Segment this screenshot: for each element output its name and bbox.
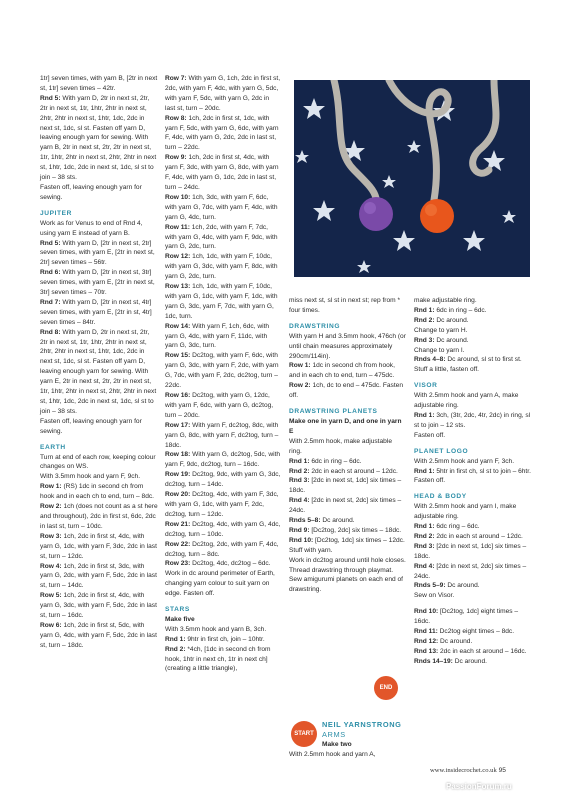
row-text: 5htr in first ch, sl st to join – 6htr. bbox=[434, 467, 531, 475]
row-text: 1ch, 2dc in first st, 5dc, with yarn G, 4dc, with yarn F, 5dc, 2dc in last st, turn – 18dc. bbox=[40, 621, 157, 649]
row-label: Rnd 3: bbox=[414, 336, 435, 344]
pattern-row bbox=[165, 252, 281, 282]
instruction-bold: Make five bbox=[165, 615, 195, 623]
row-text: 6dc in ring – 6dc. bbox=[309, 457, 362, 465]
row-label: Rnd 1: bbox=[414, 523, 435, 531]
row-text: Dc2tog, 4dc, with yarn G, 4dc, dc2tog, turn – 10dc. bbox=[165, 520, 281, 538]
pattern-row bbox=[40, 482, 158, 502]
row-text: Dc around. bbox=[445, 582, 480, 590]
row-text: Dc around. bbox=[438, 638, 473, 645]
row-text: With yarn F, 1ch, 6dc, with yarn G, 4dc, with yarn F, 11dc, with yarn G, 3dc, turn. bbox=[165, 322, 270, 350]
row-label: Row 17: bbox=[165, 421, 191, 429]
row-label: Row 18: bbox=[165, 451, 191, 459]
pattern-row bbox=[165, 540, 281, 560]
column-2 bbox=[165, 74, 281, 674]
row-text: *4ch, [1dc in second ch from hook, 1htr in next ch, 1tr in next ch] (creating a little triangle), bbox=[165, 645, 271, 673]
pattern-row bbox=[165, 520, 281, 540]
row-label: Rnd 7: bbox=[40, 298, 61, 306]
row-label: Row 1: bbox=[40, 483, 62, 491]
row-label: Row 23: bbox=[165, 560, 191, 568]
page-number: 95 bbox=[498, 767, 506, 774]
row-label: Row 14: bbox=[165, 322, 191, 330]
row-text: 1ch, 2dc in first st, 4dc, with yarn G, 1dc, with yarn F, 3dc, 2dc in last st, turn – 12dc. bbox=[40, 532, 157, 560]
instruction-text: Work in dc2tog around until hole closes. bbox=[289, 556, 406, 564]
row-text: [Dc2tog, 1dc] six times – 12dc. bbox=[313, 536, 405, 544]
pattern-row bbox=[414, 522, 532, 532]
pattern-row bbox=[40, 298, 158, 328]
instruction-text: Fasten off. bbox=[414, 431, 446, 439]
row-text: Dc around. bbox=[434, 316, 469, 324]
section-heading: EARTH bbox=[40, 443, 66, 451]
instruction-text: With 3.5mm hook and yarn F, 9ch. bbox=[40, 473, 141, 481]
row-text: With yarn D, 2tr in next st, 2tr, 2tr in next st, 1tr, 1htr, 2htr in next st, 2htr, 2htr in next st, 1htr, 1dc, 2dc in next st, 1dc, sl st. Fasten off yarn D, leaving enough yarn for sewing. With yarn E, 2tr in next st, 2tr, 2tr in next st, 1tr, 1htr, 2htr in next st, 2htr, 2htr in next st, 1htr, 1dc, 2dc in next st, 1dc, sl st to join – 38 sts. bbox=[40, 328, 157, 415]
row-text: (RS) 1dc in second ch from hook and in each ch to end, turn – 8dc. bbox=[40, 483, 155, 501]
row-text: [Dc2tog, 2dc] six times – 18dc. bbox=[309, 526, 402, 534]
pattern-row bbox=[165, 114, 281, 154]
row-label: Row 9: bbox=[165, 154, 187, 162]
row-text: [2dc in next st, 2dc] six times – 24dc. bbox=[289, 497, 402, 515]
pattern-row bbox=[40, 562, 158, 592]
instruction-bold: Make one in yarn D, and one in yarn E bbox=[289, 417, 402, 435]
row-label: Row 2: bbox=[289, 382, 311, 390]
pattern-row bbox=[289, 476, 406, 496]
row-label: Row 19: bbox=[165, 471, 191, 479]
neil-line: With 2.5mm hook and yarn A, bbox=[289, 751, 376, 758]
pattern-row bbox=[40, 532, 158, 562]
pattern-row bbox=[414, 316, 532, 326]
section-heading: STARS bbox=[165, 606, 190, 614]
pattern-row bbox=[414, 306, 532, 316]
row-label: Rnd 10: bbox=[414, 608, 439, 616]
row-text: With yarn G, 1ch, 2dc in first st, 2dc, with yarn F, 4dc, with yarn G, 5dc, with yarn F, 5dc, with yarn G, 2dc in last st, turn – 20dc. bbox=[165, 75, 281, 112]
pattern-row bbox=[414, 647, 532, 657]
pattern-row bbox=[165, 322, 281, 352]
pattern-row bbox=[414, 637, 532, 647]
page-footer bbox=[430, 767, 506, 774]
pattern-row bbox=[165, 450, 281, 470]
row-label: Row 16: bbox=[165, 392, 191, 399]
row-text: Dc2tog, 9dc, with yarn G, 3dc, dc2tog, turn – 14dc. bbox=[165, 471, 281, 489]
pattern-row bbox=[289, 496, 406, 516]
instruction-text: Stuff a little, fasten off. bbox=[414, 366, 480, 374]
row-label: Rnd 1: bbox=[414, 467, 435, 475]
pattern-row bbox=[165, 470, 281, 490]
row-label: Rnd 1: bbox=[165, 635, 186, 643]
instruction-text: With yarn H and 3.5mm hook, 476ch (or until chain measures approximately 290cm/114in). bbox=[289, 332, 406, 360]
section-heading: HEAD & BODY bbox=[414, 493, 467, 501]
row-label: Row 2: bbox=[40, 503, 62, 511]
row-label: Rnd 5: bbox=[40, 94, 61, 102]
row-label: Rnd 1: bbox=[414, 306, 435, 314]
row-text: 1ch, 2dc in first st, 4dc, with yarn G, 3dc, with yarn F, 5dc, 2dc in last st, turn – 16dc. bbox=[40, 592, 157, 620]
row-label: Rnd 9: bbox=[289, 526, 310, 534]
pattern-row bbox=[289, 536, 406, 546]
row-text: Dc2tog, 4dc, with yarn F, 3dc, with yarn G, 1dc, with yarn F, 2dc, dc2tog, turn – 12dc. bbox=[165, 491, 279, 518]
row-label: Row 8: bbox=[165, 114, 187, 122]
section-heading: VISOR bbox=[414, 382, 438, 390]
row-label: Rnd 10: bbox=[289, 536, 314, 544]
pattern-row bbox=[289, 457, 406, 467]
row-text: 1ch, 2dc in first st, 1dc, with yarn F, 5dc, with yarn G, 6dc, with yarn F, 4dc, with yarn G, 2dc, 2dc in last st, turn – 22dc. bbox=[165, 114, 279, 152]
row-text: 6dc ring – 6dc. bbox=[434, 523, 480, 531]
row-label: Rnd 6: bbox=[40, 269, 61, 277]
row-text: 1dc in second ch from hook, and in each ch to end, turn – 475dc. bbox=[289, 362, 395, 380]
row-label: Rnd 5: bbox=[40, 239, 61, 247]
row-label: Row 4: bbox=[40, 562, 62, 570]
pattern-row bbox=[165, 351, 281, 391]
row-text: Dc2tog, 2dc, with yarn F, 4dc, dc2tog, turn – 8dc. bbox=[165, 540, 279, 558]
row-label: Row 22: bbox=[165, 540, 191, 548]
row-label: Row 20: bbox=[165, 491, 191, 499]
pattern-row bbox=[40, 328, 158, 417]
row-label: Row 21: bbox=[165, 520, 191, 528]
pattern-row bbox=[165, 559, 281, 569]
row-label: Row 6: bbox=[40, 621, 62, 629]
pattern-row bbox=[165, 645, 281, 675]
row-text: With yarn F, dc2tog, 8dc, with yarn G, 8dc, with yarn F, dc2tog, turn – 18dc. bbox=[165, 421, 279, 449]
instruction-text: Stuff with yarn. bbox=[289, 546, 333, 554]
row-text: [2dc in next st, 2dc] six times – 24dc. bbox=[414, 562, 527, 580]
instruction-text: miss next st, sl st in next st; rep from * four times. bbox=[289, 297, 401, 314]
instruction-text: Sew on Visor. bbox=[414, 592, 455, 600]
row-label: Row 13: bbox=[165, 283, 191, 291]
row-text: 1ch, dc to end – 475dc. Fasten off. bbox=[289, 382, 403, 400]
neil-subtitle: ARMS bbox=[322, 730, 346, 739]
footer-site: www.insidecrochet.co.uk bbox=[430, 767, 497, 774]
row-text: Dc2tog, with yarn F, 6dc, with yarn G, 3dc, with yarn F, 2dc, with yarn G, 7dc, with yarn F, 2dc, dc2tog, turn – 22dc. bbox=[165, 352, 279, 390]
playmat-image bbox=[294, 80, 530, 277]
row-text: With yarn D, [2tr in next st, 3tr] seven times, with yarn E, [2tr in next st, 3tr] seven times – 70tr. bbox=[40, 269, 155, 297]
row-label: Rnd 3: bbox=[289, 477, 310, 485]
instruction-text: Work as for Venus to end of Rnd 4, using yarn E instead of yarn B. bbox=[40, 219, 143, 237]
pattern-row bbox=[165, 193, 281, 223]
row-label: Rnd 2: bbox=[414, 316, 435, 324]
row-text: Dc2tog eight times – 8dc. bbox=[437, 628, 515, 636]
row-text: 1ch, 2dc in first st, 4dc, with yarn F, 3dc, with yarn G, 8dc, with yarn F, 4dc, with yarn G, 1dc, 2dc in last st, turn – 24dc. bbox=[165, 154, 279, 191]
pattern-row bbox=[289, 467, 406, 477]
row-label: Rnd 13: bbox=[414, 647, 439, 655]
row-text: 1ch, 1dc, with yarn F, 10dc, with yarn G, 1dc, with yarn F, 1dc, with yarn G, 3dc, yarn F, 7dc, with yarn G, 1dc, turn. bbox=[165, 283, 278, 320]
row-label: Row 5: bbox=[40, 592, 62, 600]
instruction-text: Sew amigurumi planets on each end of drawstring. bbox=[289, 576, 403, 594]
row-label: Rnd 11: bbox=[414, 628, 438, 636]
row-label: Row 15: bbox=[165, 352, 191, 360]
row-text: With yarn D, 2tr in next st, 2tr, 2tr in next st, 1tr, 1htr, 2htr in next st, 2htr, 2htr in next st, 1htr, 1dc, 2dc in next st, 1dc, sl st. Fasten off yarn D, leaving enough yarn for sewing. With yarn B, 2tr in next st, 2tr, 2tr in next st, 1tr, 1htr, 2htr in next st, 2htr, 2htr in next st, 1htr, 1dc, 2dc in next st, 1dc, sl st to join – 38 sts. bbox=[40, 94, 157, 182]
section-heading: PLANET LOGO bbox=[414, 447, 469, 455]
pattern-row bbox=[40, 239, 158, 269]
row-label: Row 12: bbox=[165, 253, 191, 261]
row-text: 6dc in ring – 6dc. bbox=[434, 306, 487, 314]
instruction-text: Turn at end of each row, keeping colour changes on WS. bbox=[40, 453, 156, 471]
end-badge: END bbox=[374, 676, 398, 700]
row-text: [Dc2tog, 1dc] eight times – 16dc. bbox=[414, 608, 519, 626]
instruction-text: 1tr] seven times, with yarn B, [2tr in next st, 1tr] seven times – 42tr. bbox=[40, 75, 158, 92]
pattern-row bbox=[40, 621, 158, 651]
instruction-text: Fasten off. bbox=[414, 477, 446, 485]
row-text: With yarn D, [2tr in next st, 2tr] seven times, with yarn E, [2tr in next st, 2tr] seven times – 56tr. bbox=[40, 239, 155, 267]
instruction-text: With 2.5mm hook, make adjustable ring. bbox=[289, 437, 392, 455]
row-text: Dc around. bbox=[434, 336, 469, 344]
pattern-row bbox=[414, 532, 532, 542]
row-label: Row 7: bbox=[165, 75, 187, 82]
row-text: 1ch, 2dc in first st, 3dc, with yarn G, 2dc, with yarn F, 5dc, 2dc in last st, turn – 14dc. bbox=[40, 562, 157, 590]
column-3 bbox=[289, 296, 406, 595]
row-text: [2dc in next st, 1dc] six times – 18dc. bbox=[289, 477, 402, 495]
row-label: Rnds 4–8: bbox=[414, 356, 446, 364]
pattern-row bbox=[165, 421, 281, 451]
pattern-row bbox=[289, 516, 406, 526]
pattern-row bbox=[289, 381, 406, 401]
row-text: 1ch, 3dc, with yarn F, 6dc, with yarn G, 7dc, with yarn F, 4dc, with yarn G, 4dc, turn. bbox=[165, 193, 278, 221]
row-text: 2dc in each st around – 12dc. bbox=[309, 467, 398, 475]
row-text: 1ch, 1dc, with yarn F, 10dc, with yarn G, 3dc, with yarn F, 8dc, with yarn G, 2dc, turn. bbox=[165, 253, 278, 281]
instruction-text: With 2.5mm hook and yarn F, 3ch. bbox=[414, 457, 515, 465]
pattern-row bbox=[165, 223, 281, 253]
row-label: Row 3: bbox=[40, 532, 62, 540]
pattern-row bbox=[414, 542, 532, 562]
pattern-row bbox=[165, 391, 281, 421]
playmat-photo bbox=[294, 80, 530, 277]
pattern-row bbox=[414, 627, 532, 637]
pattern-row bbox=[40, 502, 158, 532]
pattern-row bbox=[289, 526, 406, 536]
row-label: Rnds 14–19: bbox=[414, 657, 453, 665]
instruction-text: With 2.5mm hook and yarn I, make adjustable ring. bbox=[414, 503, 517, 521]
row-label: Rnd 3: bbox=[414, 542, 435, 550]
section-heading: DRAWSTRING bbox=[289, 322, 341, 330]
row-label: Row 10: bbox=[165, 193, 191, 201]
row-text: With yarn D, [2tr in next st, 4tr] seven times, with yarn E, [2tr in st, 4tr] seven times – 84tr. bbox=[40, 298, 152, 326]
row-text: Dc2tog, 4dc, dc2tog – 6dc. bbox=[190, 560, 271, 568]
row-label: Rnd 1: bbox=[289, 457, 310, 465]
instruction-text: Change to yarn I. bbox=[414, 346, 465, 354]
instruction-text: With 3.5mm hook and yarn B, 3ch. bbox=[165, 625, 267, 633]
pattern-row bbox=[165, 490, 281, 520]
row-label: Rnd 1: bbox=[414, 411, 435, 419]
instruction-text: make adjustable ring. bbox=[414, 297, 477, 304]
start-badge: START bbox=[291, 721, 317, 747]
pattern-row bbox=[414, 336, 532, 346]
row-label: Rnds 5–8: bbox=[289, 517, 321, 525]
pattern-row bbox=[414, 657, 532, 667]
instruction-text: Thread drawstring through playmat. bbox=[289, 566, 394, 574]
row-label: Row 1: bbox=[289, 362, 311, 370]
row-text: 1ch (does not count as a st here and throughout), 2dc in first st, 6dc, 2dc in last st, turn – 10dc. bbox=[40, 503, 158, 530]
row-label: Rnds 5–9: bbox=[414, 582, 446, 590]
pattern-row bbox=[414, 467, 532, 477]
neil-make: Make two bbox=[322, 741, 352, 748]
row-label: Rnd 4: bbox=[289, 497, 310, 505]
row-label: Rnd 12: bbox=[414, 638, 439, 645]
row-label: Row 11: bbox=[165, 223, 190, 231]
row-text: With yarn G, dc2tog, 5dc, with yarn F, 9dc, dc2tog, turn – 16dc. bbox=[165, 451, 281, 469]
pattern-row bbox=[165, 635, 281, 645]
row-label: Rnd 4: bbox=[414, 562, 435, 570]
watermark: PassionForum.ru bbox=[446, 782, 512, 791]
row-text: Dc2tog, with yarn G, 12dc, with yarn F, 6dc, with yarn G, dc2tog, turn – 20dc. bbox=[165, 392, 274, 419]
row-label: Rnd 8: bbox=[40, 328, 61, 336]
instruction-text: Fasten off, leaving enough yarn for sewing. bbox=[40, 417, 142, 435]
instruction-text: Change to yarn H. bbox=[414, 326, 468, 334]
pattern-row bbox=[414, 411, 532, 431]
column-1 bbox=[40, 74, 158, 651]
column-4 bbox=[414, 296, 532, 667]
row-text: 3ch, (3tr, 2dc, 4tr, 2dc) in ring, sl st to join – 12 sts. bbox=[414, 411, 531, 429]
pattern-row bbox=[40, 591, 158, 621]
pattern-row bbox=[165, 74, 281, 114]
row-text: 1ch, 2dc, with yarn F, 7dc, with yarn G, 4dc, with yarn F, 9dc, with yarn G, 2dc, turn. bbox=[165, 223, 278, 251]
row-text: 2dc in each st around – 16dc. bbox=[438, 647, 527, 655]
pattern-row bbox=[165, 282, 281, 322]
pattern-row bbox=[40, 268, 158, 298]
neil-title: NEIL YARNSTRONG bbox=[322, 720, 402, 729]
instruction-text: Work in dc around perimeter of Earth, changing yarn colour to suit yarn on edge. Fasten off. bbox=[165, 570, 275, 598]
pattern-row bbox=[165, 153, 281, 193]
row-text: [2dc in next st, 1dc] six times – 18dc. bbox=[414, 542, 527, 560]
row-text: Dc around. bbox=[452, 657, 487, 665]
section-heading: DRAWSTRING PLANETS bbox=[289, 408, 378, 416]
pattern-row bbox=[414, 607, 532, 627]
pattern-row bbox=[414, 562, 532, 582]
row-text: Dc around. bbox=[320, 517, 355, 525]
row-label: Rnd 2: bbox=[289, 467, 310, 475]
row-text: 2dc in each st around – 12dc. bbox=[434, 532, 523, 540]
row-text: Dc around, sl st to first st. bbox=[445, 356, 522, 364]
pattern-row bbox=[289, 361, 406, 381]
instruction-text: With 2.5mm hook and yarn A, make adjustable ring. bbox=[414, 392, 519, 410]
row-text: 9htr in first ch, join – 10htr. bbox=[185, 635, 265, 643]
pattern-row bbox=[414, 581, 532, 591]
pattern-row bbox=[40, 94, 158, 183]
pattern-row bbox=[414, 355, 532, 365]
section-heading: JUPITER bbox=[40, 209, 73, 217]
instruction-text: Fasten off, leaving enough yarn for sewing. bbox=[40, 183, 142, 201]
row-label: Rnd 2: bbox=[165, 645, 186, 653]
row-label: Rnd 2: bbox=[414, 532, 435, 540]
